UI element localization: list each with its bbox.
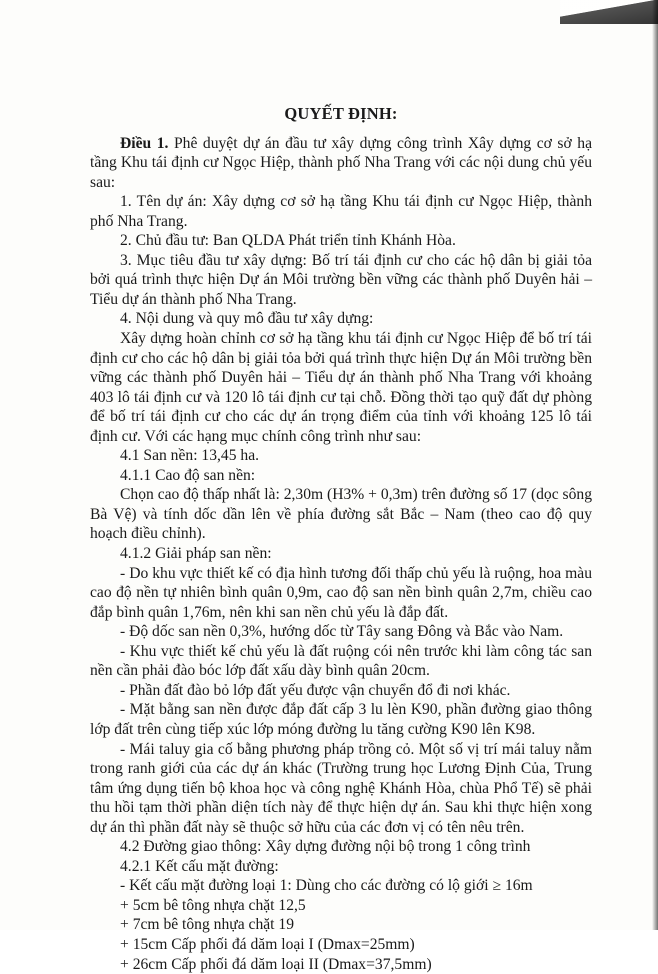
paragraph-project-name: 1. Tên dự án: Xây dựng cơ sở hạ tầng Khu tái định cư Ngọc Hiệp, thành phố Nha Trang. (90, 193, 592, 230)
paragraph-leveling-height: 4.1.1 Cao độ san nền: (120, 466, 256, 484)
paragraph-terrain: - Do khu vực thiết kế có địa hình tương đối thấp chủ yếu là ruộng, hoa màu cao độ nền tự nhiên bình quân 0,9m, cao độ san nền bình quân 2,7m, chiều cao đắp bình quân 1,76m, nên khi san nền chủ yếu là đắp đất. (90, 564, 592, 621)
paragraph-investor: 2. Chủ đầu tư: Ban QLDA Phát triển tỉnh Khánh Hòa. (120, 232, 456, 250)
paragraph-slope: - Độ dốc san nền 0,3%, hướng dốc từ Tây sang Đông và Bắc vào Nam. (120, 623, 564, 641)
article-1 (90, 134, 592, 193)
paragraph-road-type-1: - Kết cấu mặt đường loại 1: Dùng cho các đường có lộ giới ≥ 16m (120, 877, 533, 895)
article-1-text: Phê duyệt dự án đầu tư xây dựng công trình Xây dựng cơ sở hạ tầng Khu tái định cư Ngọc Hiệp, thành phố Nha Trang với các nội dung chủ yếu sau: (90, 134, 593, 191)
document-body (90, 104, 592, 974)
paragraph-layer-4: + 26cm Cấp phối đá dăm loại II (Dmax=37,5mm) (120, 955, 432, 973)
paragraph-roads: 4.2 Đường giao thông: Xây dựng đường nội bộ trong 1 công trình (120, 838, 531, 856)
paragraph-layer-1: + 5cm bê tông nhựa chặt 12,5 (120, 896, 306, 914)
scan-edge-shadow-right (652, 0, 658, 930)
paragraph-layer-2: + 7cm bê tông nhựa chặt 19 (120, 916, 295, 934)
paragraph-soil-removal: - Khu vực thiết kế chủ yếu là đất ruộng cói nên trước khi làm công tác san nền cần phải đào bóc lớp đất xấu dày bình quân 20cm. (90, 642, 592, 680)
paragraph-leveling: 4.1 San nền: 13,45 ha. (120, 447, 260, 465)
paragraph-taluy: - Mái taluy gia cố bằng phương pháp trồng cỏ. Một số vị trí mái taluy nằm trong ranh giới của các dự án khác (Trường trung học Lương Định Của, Trung tâm ứng dụng tiến bộ khoa học và công nghệ Khánh Hòa, chùa Phổ Tế) sẽ phải thu hồi tạm thời phần diện tích này để thực hiện dự án. Sau khi thực hiện xong dự án thì phần đất này sẽ thuộc sở hữu của các đơn vị có tên nêu trên. (90, 740, 592, 836)
paragraph-scope-body: Xây dựng hoàn chỉnh cơ sở hạ tầng khu tái định cư Ngọc Hiệp để bố trí tái định cư cho các hộ dân bị giải tỏa bởi quá trình thực hiện Dự án Môi trường bền vững các thành phố Duyên hải – Tiểu dự án thành phố Nha Trang với khoảng 403 lô tái định cư và 120 lô tái định cư tại chỗ. Đồng thời tạo quỹ đất dự phòng để bố trí tái định cư cho các dự án trọng điểm của tỉnh với khoảng 125 lô tái định cư. Với các hạng mục chính công trình như sau: (90, 330, 592, 445)
article-1-label: Điều 1. (120, 134, 169, 152)
paragraph-lowest-height: Chọn cao độ thấp nhất là: 2,30m (H3% + 0,3m) trên đường số 17 (dọc sông Bà Vệ) và tính dốc dần lên về phía đường sắt Bắc – Nam (theo cao độ quy hoạch điều chỉnh). (90, 486, 593, 543)
paragraph-road-structure: 4.2.1 Kết cấu mặt đường: (120, 857, 279, 875)
paragraph-layer-3: + 15cm Cấp phối đá dăm loại I (Dmax=25mm) (120, 935, 415, 953)
paragraph-leveling-solution: 4.1.2 Giải pháp san nền: (120, 545, 272, 563)
paragraph-soil-transport: - Phần đất đào bỏ lớp đất yếu được vận chuyển đổ đi nơi khác. (120, 681, 511, 699)
document-title: QUYẾT ĐỊNH: (284, 104, 398, 123)
paragraph-scope-heading: 4. Nội dung và quy mô đầu tư xây dựng: (120, 310, 374, 328)
scan-edge-shadow-top (560, 0, 658, 24)
paragraph-objective: 3. Mục tiêu đầu tư xây dựng: Bố trí tái định cư cho các hộ dân bị giải tỏa bởi quá trình thực hiện Dự án Môi trường bền vững các thành phố Duyên hải – Tiểu dự án thành phố Nha Trang. (90, 251, 592, 308)
paragraph-compaction: - Mặt bằng san nền được đắp đất cấp 3 lu lèn K90, phần đường giao thông lớp đất trên cùng tiếp xúc lớp móng đường lu tăng cường K90 lên K98. (90, 701, 592, 738)
